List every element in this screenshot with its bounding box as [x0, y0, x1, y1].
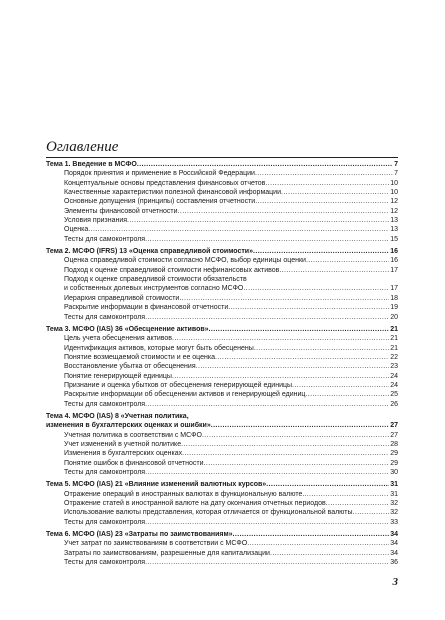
toc-entry-page: 30 — [390, 469, 398, 476]
toc-entry-page: 17 — [390, 266, 398, 274]
dot-leader — [353, 508, 390, 517]
dot-leader — [306, 256, 389, 265]
dot-leader — [178, 207, 390, 216]
toc-entry — [46, 381, 398, 390]
chapter-heading — [46, 247, 398, 256]
toc-entry-title: Тесты для самоконтроля — [64, 518, 146, 526]
dot-leader — [196, 362, 390, 371]
dot-leader — [215, 353, 389, 362]
toc-entry — [46, 266, 398, 275]
toc-entry — [46, 468, 398, 477]
chapter-heading-title: Тема 3. МСФО (IAS) 36 «Обесценение активов» — [46, 325, 209, 333]
dot-leader — [270, 549, 389, 558]
dot-leader — [145, 468, 389, 477]
dot-leader — [204, 459, 390, 468]
toc-entry-page: 10 — [390, 189, 398, 197]
toc-entry — [46, 372, 398, 381]
dot-leader — [266, 480, 389, 489]
toc-entry — [46, 549, 398, 558]
dot-leader — [172, 372, 389, 381]
chapter-heading — [46, 160, 398, 169]
chapter-heading — [46, 530, 398, 539]
toc-chapter — [46, 480, 398, 527]
toc-entry-title: Раскрытие информации об обесценении активов и генерирующей единиц — [64, 391, 306, 399]
toc-entry-title: Тесты для самоконтроля — [64, 400, 146, 408]
toc-entry-title: и собственных долевых инструментов согласно МСФО — [64, 285, 244, 293]
chapter-heading-title: Тема 1. Введение в МСФО — [46, 161, 137, 168]
toc-entry-title: Подход к оценке справедливой стоимости нефинансовых активов — [64, 266, 280, 274]
dot-leader — [305, 390, 389, 399]
toc-entry — [46, 334, 398, 343]
toc-entry — [46, 558, 398, 567]
toc-chapter — [46, 412, 398, 477]
dot-leader — [209, 325, 390, 334]
toc-entry-title: Учетная политика в соответствии с МСФО — [64, 431, 202, 439]
toc-entry-page: 26 — [390, 400, 398, 408]
toc-entry-page: 27 — [390, 431, 398, 439]
dot-leader — [181, 440, 389, 449]
toc-entry-page: 10 — [390, 179, 398, 187]
dot-leader — [265, 179, 389, 188]
dot-leader — [137, 160, 393, 169]
toc-entry-title: Изменения в бухгалтерских оценках — [64, 450, 183, 458]
dot-leader — [281, 188, 389, 197]
toc-entry-page: 25 — [390, 391, 398, 399]
dot-leader — [255, 169, 393, 178]
toc-entry-page: 32 — [390, 500, 398, 508]
chapter-heading-title: Тема 5. МСФО (IAS) 21 «Влияние изменений валютных курсов» — [46, 481, 267, 489]
toc-entry-page: 31 — [390, 490, 398, 498]
toc-chapter — [46, 325, 398, 409]
toc-chapter — [46, 530, 398, 567]
dot-leader — [228, 303, 389, 312]
toc-entry-page: 36 — [390, 559, 398, 567]
toc-entry-title: Концептуальные основы представления финансовых отчетов — [64, 179, 266, 187]
chapter-heading — [46, 421, 398, 430]
toc-chapter — [46, 160, 398, 244]
dot-leader — [127, 216, 389, 225]
toc-entry-page: 28 — [390, 440, 398, 448]
dot-leader — [279, 266, 389, 275]
toc-entry-page: 12 — [390, 207, 398, 215]
toc-entry — [46, 353, 398, 362]
toc-entry-title: Признание и оценка убытков от обесценения генерирующей единицы — [64, 381, 293, 389]
toc-entry-title: Элементы финансовой отчетности — [64, 207, 178, 215]
dot-leader — [172, 334, 389, 343]
toc-entry — [46, 459, 398, 468]
toc-title: Оглавление — [46, 139, 119, 155]
toc-entry — [46, 197, 398, 206]
toc-entry — [46, 284, 398, 293]
dot-leader — [304, 490, 389, 499]
toc-entry-page: 13 — [390, 226, 398, 234]
title-divider — [46, 157, 398, 158]
toc-entry-page: 13 — [390, 217, 398, 225]
toc-entry — [46, 225, 398, 234]
toc-entry — [46, 518, 398, 527]
toc-entry-page: 21 — [390, 335, 398, 343]
toc-entry — [46, 440, 398, 449]
toc-entry-title: Затраты по заимствованиям, разрешенные для капитализации — [64, 549, 270, 557]
toc-entry — [46, 344, 398, 353]
chapter-heading-title: изменения в бухгалтерских оценках и ошибки» — [46, 422, 211, 430]
toc-entry-title: Отражение операций в иностранных валютах в функциональную валюте. — [64, 490, 305, 498]
toc-entry-title: Идентификация активов, которые могут быть обесценены — [64, 344, 254, 352]
toc-entry-page: 19 — [390, 304, 398, 312]
toc-entry-title: Восстановление убытка от обесценения — [64, 363, 196, 371]
toc-entry — [46, 499, 398, 508]
toc-entry-page: 22 — [390, 353, 398, 361]
toc-entry — [46, 400, 398, 409]
toc-entry-title: Качественные характеристики полезной финансовой информации — [64, 189, 281, 197]
toc-entry-page: 23 — [390, 363, 398, 371]
toc-entry — [46, 207, 398, 216]
chapter-heading-page: 31 — [390, 481, 398, 489]
dot-leader — [145, 313, 389, 322]
toc-entry — [46, 449, 398, 458]
toc-entry-page: 7 — [394, 170, 398, 178]
chapter-heading-page: 34 — [390, 531, 398, 539]
chapter-heading-page: 27 — [390, 422, 398, 430]
toc-entry-title: Тесты для самоконтроля — [64, 313, 146, 321]
toc-entry-page: 24 — [390, 372, 398, 380]
toc-entry-title: Понятие ошибок в финансовой отчетности — [64, 459, 204, 467]
dot-leader — [326, 499, 390, 508]
toc-entry-title: Основные допущения (принципы) составления отчетности — [64, 198, 256, 206]
toc-entry — [46, 539, 398, 548]
toc-entry-page: 12 — [390, 198, 398, 206]
chapter-heading-title: Тема 6. МСФО (IAS) 23 «Затраты по заимствованиям» — [46, 531, 233, 539]
toc-entry-page: 15 — [390, 235, 398, 243]
toc-entry-title: Оценка — [64, 226, 89, 234]
toc-entry-page: 24 — [390, 381, 398, 389]
dot-leader — [145, 400, 389, 409]
toc-entry-page: 17 — [390, 285, 398, 293]
toc-entry — [46, 390, 398, 399]
page-number: 3 — [392, 576, 398, 588]
toc-entry — [46, 179, 398, 188]
toc-entry — [46, 303, 398, 312]
toc-entry-title: Учет затрат по заимствованиям в соответствии с МСФО — [64, 540, 248, 548]
toc-entry — [46, 256, 398, 265]
toc-entry — [46, 490, 398, 499]
toc-entry — [46, 294, 398, 303]
toc-entry-page: 18 — [390, 294, 398, 302]
toc-entry — [46, 508, 398, 517]
chapter-heading-title: Тема 2. МСФО (IFRS) 13 «Оценка справедливой стоимости» — [46, 248, 253, 256]
dot-leader — [292, 381, 389, 390]
toc-entry-line: Подход к оценке справедливой стоимости обязательств — [64, 276, 247, 284]
table-of-contents — [46, 160, 398, 570]
dot-leader — [145, 518, 389, 527]
toc-entry-title: Тесты для самоконтроля — [64, 559, 146, 567]
dot-leader — [145, 235, 389, 244]
chapter-heading — [46, 480, 398, 489]
toc-entry — [46, 431, 398, 440]
toc-entry-title: Понятие возмещаемой стоимости и ее оценка — [64, 353, 215, 361]
toc-entry-title: Раскрытие информации в финансовой отчетности — [64, 304, 229, 312]
dot-leader — [202, 431, 389, 440]
toc-entry-title: Цель учета обесценения активов — [64, 335, 173, 343]
dot-leader — [247, 539, 389, 548]
toc-entry-title: Тесты для самоконтроля — [64, 235, 146, 243]
dot-leader — [211, 421, 389, 430]
toc-entry-title: Иерархия справедливой стоимости — [64, 294, 180, 302]
toc-entry-title: Порядок принятия и применение в Российской Федерации — [64, 170, 255, 178]
dot-leader — [243, 284, 389, 293]
toc-entry — [46, 313, 398, 322]
toc-entry-page: 16 — [390, 257, 398, 265]
dot-leader — [233, 530, 390, 539]
toc-entry-page: 29 — [390, 450, 398, 458]
chapter-heading-page: 21 — [390, 325, 398, 333]
dot-leader — [88, 225, 389, 234]
toc-entry-page: 20 — [390, 313, 398, 321]
dot-leader — [145, 558, 389, 567]
toc-entry-title: Учет изменений в учетной политике — [64, 440, 182, 448]
toc-entry — [46, 216, 398, 225]
toc-entry — [46, 169, 398, 178]
dot-leader — [254, 344, 389, 353]
toc-entry-title: Оценка справедливой стоимости согласно МСФО, выбор единицы оценки — [64, 257, 306, 265]
chapter-heading-line: Тема 4. МСФО (IAS) 8 «Учетная политика, — [46, 412, 189, 420]
toc-entry-title: Использование валюты представления, которая отличается от функциональной валюты — [64, 509, 353, 517]
toc-entry-title: Понятие генерирующей единицы — [64, 372, 172, 380]
toc-entry-page: 34 — [390, 549, 398, 557]
dot-leader — [253, 247, 389, 256]
toc-entry — [46, 362, 398, 371]
dot-leader — [255, 197, 389, 206]
dot-leader — [179, 294, 389, 303]
toc-entry-page: 32 — [390, 509, 398, 517]
toc-entry-page: 34 — [390, 540, 398, 548]
toc-entry-title: Тесты для самоконтроля — [64, 469, 146, 476]
chapter-heading-page: 7 — [394, 161, 398, 168]
toc-entry-page: 29 — [390, 459, 398, 467]
toc-entry-page: 33 — [390, 518, 398, 526]
toc-entry — [46, 235, 398, 244]
chapter-heading-page: 16 — [390, 248, 398, 256]
toc-chapter — [46, 247, 398, 322]
toc-entry-page: 21 — [390, 344, 398, 352]
dot-leader — [182, 449, 389, 458]
toc-entry-title: Условия признания — [64, 217, 128, 225]
toc-entry — [46, 188, 398, 197]
chapter-heading — [46, 325, 398, 334]
toc-entry-title: Отражение статей в иностранной валюте на дату окончания отчетных периодов — [64, 500, 326, 508]
